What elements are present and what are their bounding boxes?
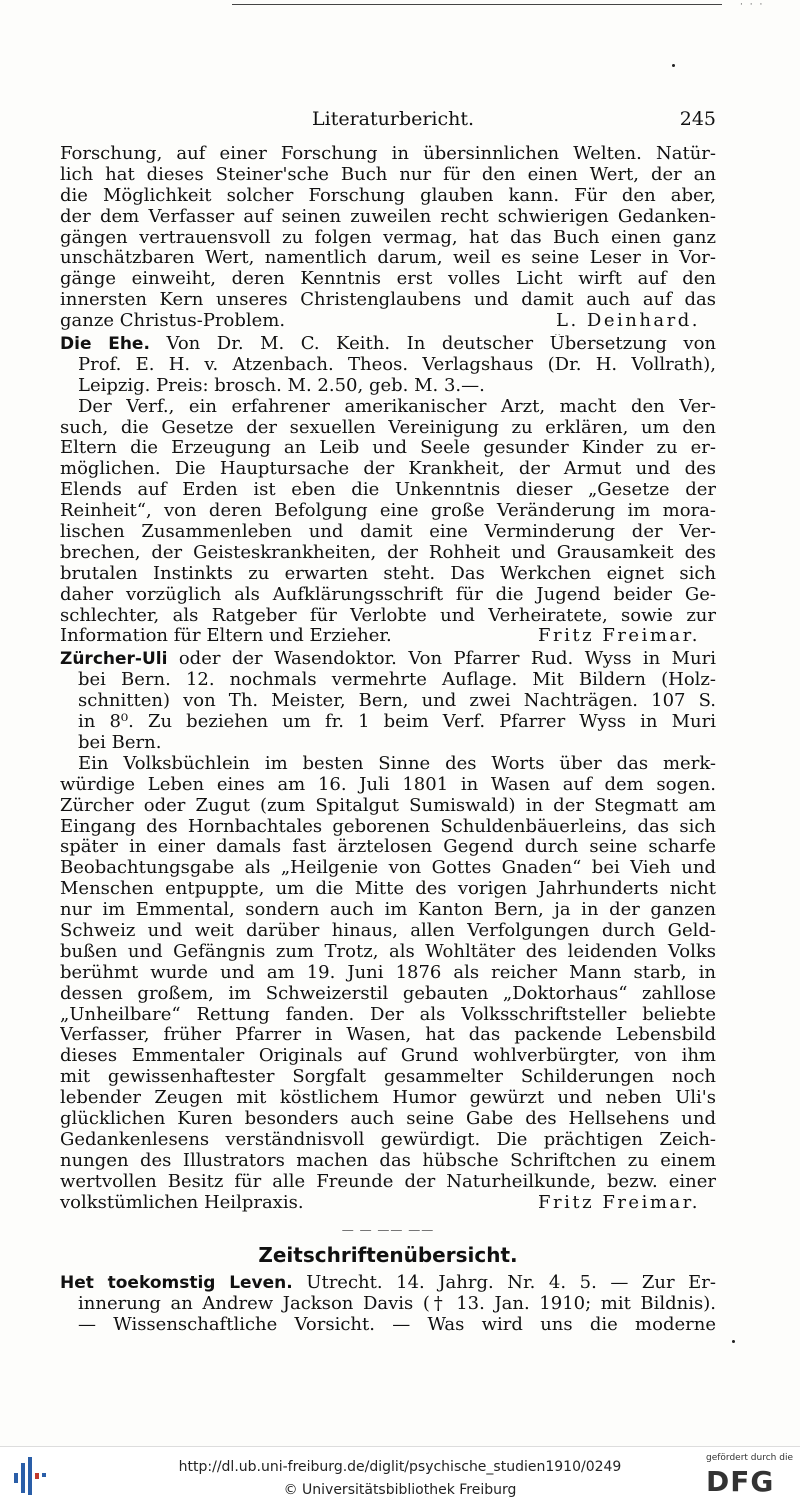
page-number: 245 bbox=[679, 108, 716, 130]
text-line: brechen, der Geisteskrankheiten, der Rohheit und Grausamkeit des bbox=[60, 542, 716, 563]
text-line: nungen des Illustrators machen das hübsche Schriftchen zu einem bbox=[60, 1150, 716, 1171]
text-fragment: Information für Eltern und Erzieher. bbox=[60, 625, 392, 647]
scan-speck bbox=[672, 64, 675, 67]
citation-line: schnitten) von Th. Meister, Bern, und zwei Nachträgen. 107 S. bbox=[78, 691, 716, 712]
text-line: innersten Kern unseres Christenglaubens und damit auch auf das bbox=[60, 290, 716, 311]
text-line: gängen vertrauensvoll zu folgen vermag, hat das Buch einen ganz bbox=[60, 227, 716, 248]
text-line: dessen großem, im Schweizerstil gebauten „Doktorhaus“ zahllose bbox=[60, 983, 716, 1004]
text-line: Eingang des Hornbachtales geborenen Schuldenbäuerleins, das sich bbox=[60, 816, 716, 837]
text-line: später in einer damals fast ärztelosen Gegend durch seine scharfe bbox=[60, 837, 716, 858]
text-fragment: ganze Christus-Problem. bbox=[60, 310, 286, 332]
text-line bbox=[60, 626, 716, 647]
text-line bbox=[60, 649, 716, 670]
text-line: Eltern die Erzeugung an Leib und Seele gesunder Kinder zu er- bbox=[60, 438, 716, 459]
text-line: Ein Volksbüchlein im besten Sinne des Worts über das merk- bbox=[78, 753, 716, 774]
text-line bbox=[60, 1273, 716, 1294]
book-title: Zürcher-Uli bbox=[60, 649, 168, 670]
text-line: würdige Leben eines am 16. Juli 1801 in Wasen auf dem sogen. bbox=[60, 774, 716, 795]
running-title: Literaturbericht. bbox=[312, 108, 475, 130]
text-line: lischen Zusammenleben und damit eine Verminderung der Ver- bbox=[60, 522, 716, 543]
review-zuercher-uli bbox=[60, 649, 716, 1213]
text-line: „Unheilbare“ Rettung fanden. Der als Volksschriftsteller beliebte bbox=[60, 1004, 716, 1025]
citation-line: Leipzig. Preis: brosch. M. 2.50, geb. M. 3.—. bbox=[78, 375, 485, 396]
text-line: die Möglichkeit solcher Forschung glauben kann. Für den aber, bbox=[60, 185, 716, 206]
citation-text: Utrecht. 14. Jahrg. Nr. 4. 5. — Zur Er- bbox=[306, 1273, 716, 1294]
citation-line: bei Bern. 12. nochmals vermehrte Auflage. Mit Bildern (Holz- bbox=[78, 670, 716, 691]
page-body bbox=[60, 108, 716, 1336]
funding-note: gefördert durch die bbox=[706, 1453, 793, 1463]
text-line: Reinheit“, von deren Befolgung eine große Veränderung im mora- bbox=[60, 501, 716, 522]
text-fragment: volkstümlichen Heilpraxis. bbox=[60, 1191, 304, 1213]
dfg-logo: DFG bbox=[706, 1465, 775, 1498]
text-line: der dem Verfasser auf seinen zuweilen recht schwierigen Gedanken- bbox=[60, 206, 716, 227]
text-line: brutalen Instinkts zu erwarten steht. Das Werkchen eignet sich bbox=[60, 563, 716, 584]
text-line: Zürcher oder Zugut (zum Spitalgut Sumiswald) in der Stegmatt am bbox=[60, 795, 716, 816]
viewer-footer bbox=[0, 1446, 800, 1505]
citation-line: Prof. E. H. v. Atzenbach. Theos. Verlagshaus (Dr. H. Vollrath), bbox=[78, 354, 716, 375]
text-line: dieses Emmentaler Originals auf Grund wohlverbürgter, von ihm bbox=[60, 1046, 716, 1067]
text-line: bußen und Gefängnis zum Trotz, als Wohltäter des leidenden Volks bbox=[60, 941, 716, 962]
text-line: innerung an Andrew Jackson Davis († 13. Jan. 1910; mit Bildnis). bbox=[78, 1294, 716, 1315]
citation-line: bei Bern. bbox=[78, 732, 162, 753]
reviewer-signature: L. Deinhard. bbox=[555, 310, 700, 332]
reviewer-signature: Fritz Freimar. bbox=[538, 625, 700, 647]
top-scan-rule bbox=[232, 4, 722, 5]
reviewer-signature: Fritz Freimar. bbox=[538, 1191, 700, 1213]
text-line: glücklichen Kuren besonders auch seine Gabe des Hellsehens und bbox=[60, 1108, 716, 1129]
section-divider: — — —— —— bbox=[341, 1223, 435, 1238]
citation-text: Von Dr. M. C. Keith. In deutscher Übersetzung von bbox=[166, 334, 716, 355]
text-line: Beobachtungsgabe als „Heilgenie von Gottes Gnaden“ bei Vieh und bbox=[60, 858, 716, 879]
review-steiner bbox=[60, 144, 716, 332]
text-line: lich hat dieses Steiner'sche Buch nur für den einen Wert, der an bbox=[60, 164, 716, 185]
text-line: gänge einweiht, deren Kenntnis erst volles Licht wirft auf den bbox=[60, 269, 716, 290]
text-line: berühmt wurde und am 19. Juni 1876 als reicher Mann starb, in bbox=[60, 962, 716, 983]
running-header bbox=[60, 108, 716, 144]
text-line: mit gewissenhaftester Sorgfalt gesammelter Schilderungen noch bbox=[60, 1067, 716, 1088]
text-line: wertvollen Besitz für alle Freunde der Naturheilkunde, bezw. einer bbox=[60, 1171, 716, 1192]
text-line: Menschen entpuppte, um die Mitte des vorigen Jahrhunderts nicht bbox=[60, 879, 716, 900]
text-line: Forschung, auf einer Forschung in übersinnlichen Welten. Natür- bbox=[60, 144, 716, 164]
citation-text: oder der Wasendoktor. Von Pfarrer Rud. Wyss in Muri bbox=[178, 649, 716, 670]
periodical-entry bbox=[60, 1273, 716, 1336]
text-line bbox=[60, 311, 716, 332]
text-line: — Wissenschaftliche Vorsicht. — Was wird uns die moderne bbox=[78, 1315, 716, 1336]
text-line: Der Verf., ein erfahrener amerikanischer Arzt, macht den Ver- bbox=[78, 396, 716, 417]
scan-speck bbox=[732, 1340, 735, 1343]
text-line: Gedankenlesens verständnisvoll gewürdigt. Die prächtigen Zeich- bbox=[60, 1129, 716, 1150]
text-line: Schweiz und weit darüber hinaus, allen Verfolgungen durch Geld- bbox=[60, 920, 716, 941]
text-line: unschätzbaren Wert, namentlich darum, weil es seine Leser in Vor- bbox=[60, 248, 716, 269]
text-line: schlechter, als Ratgeber für Verlobte und Verheiratete, sowie zur bbox=[60, 605, 716, 626]
copyright-notice: © Universitätsbibliothek Freiburg bbox=[283, 1482, 517, 1498]
text-line bbox=[60, 334, 716, 355]
section-heading: Zeitschriftenübersicht. bbox=[258, 1243, 518, 1268]
text-line bbox=[60, 1193, 716, 1214]
top-scan-mark: · · · bbox=[740, 0, 765, 10]
text-line: möglichen. Die Hauptursache der Krankheit, der Armut und des bbox=[60, 459, 716, 480]
text-line: such, die Gesetze der sexuellen Vereinigung zu erklären, um den bbox=[60, 417, 716, 438]
book-title: Die Ehe. bbox=[60, 334, 150, 355]
review-die-ehe bbox=[60, 334, 716, 647]
text-line: daher vorzüglich als Aufklärungsschrift für die Jugend beider Ge- bbox=[60, 584, 716, 605]
citation-line: in 8⁰. Zu beziehen um fr. 1 beim Verf. Pfarrer Wyss in Muri bbox=[78, 712, 716, 733]
text-line: nur im Emmental, sondern auch im Kanton Bern, ja in der ganzen bbox=[60, 900, 716, 921]
text-line: Verfasser, früher Pfarrer in Wasen, hat das packende Lebensbild bbox=[60, 1025, 716, 1046]
periodical-title: Het toekomstig Leven. bbox=[60, 1273, 293, 1294]
permalink-link[interactable]: http://dl.ub.uni-freiburg.de/diglit/psychische_studien1910/0249 bbox=[178, 1459, 622, 1475]
text-line: lebender Zeugen mit köstlichem Humor gewürzt und neben Uli's bbox=[60, 1088, 716, 1109]
text-line: Elends auf Erden ist eben die Unkenntnis dieser „Gesetze der bbox=[60, 480, 716, 501]
